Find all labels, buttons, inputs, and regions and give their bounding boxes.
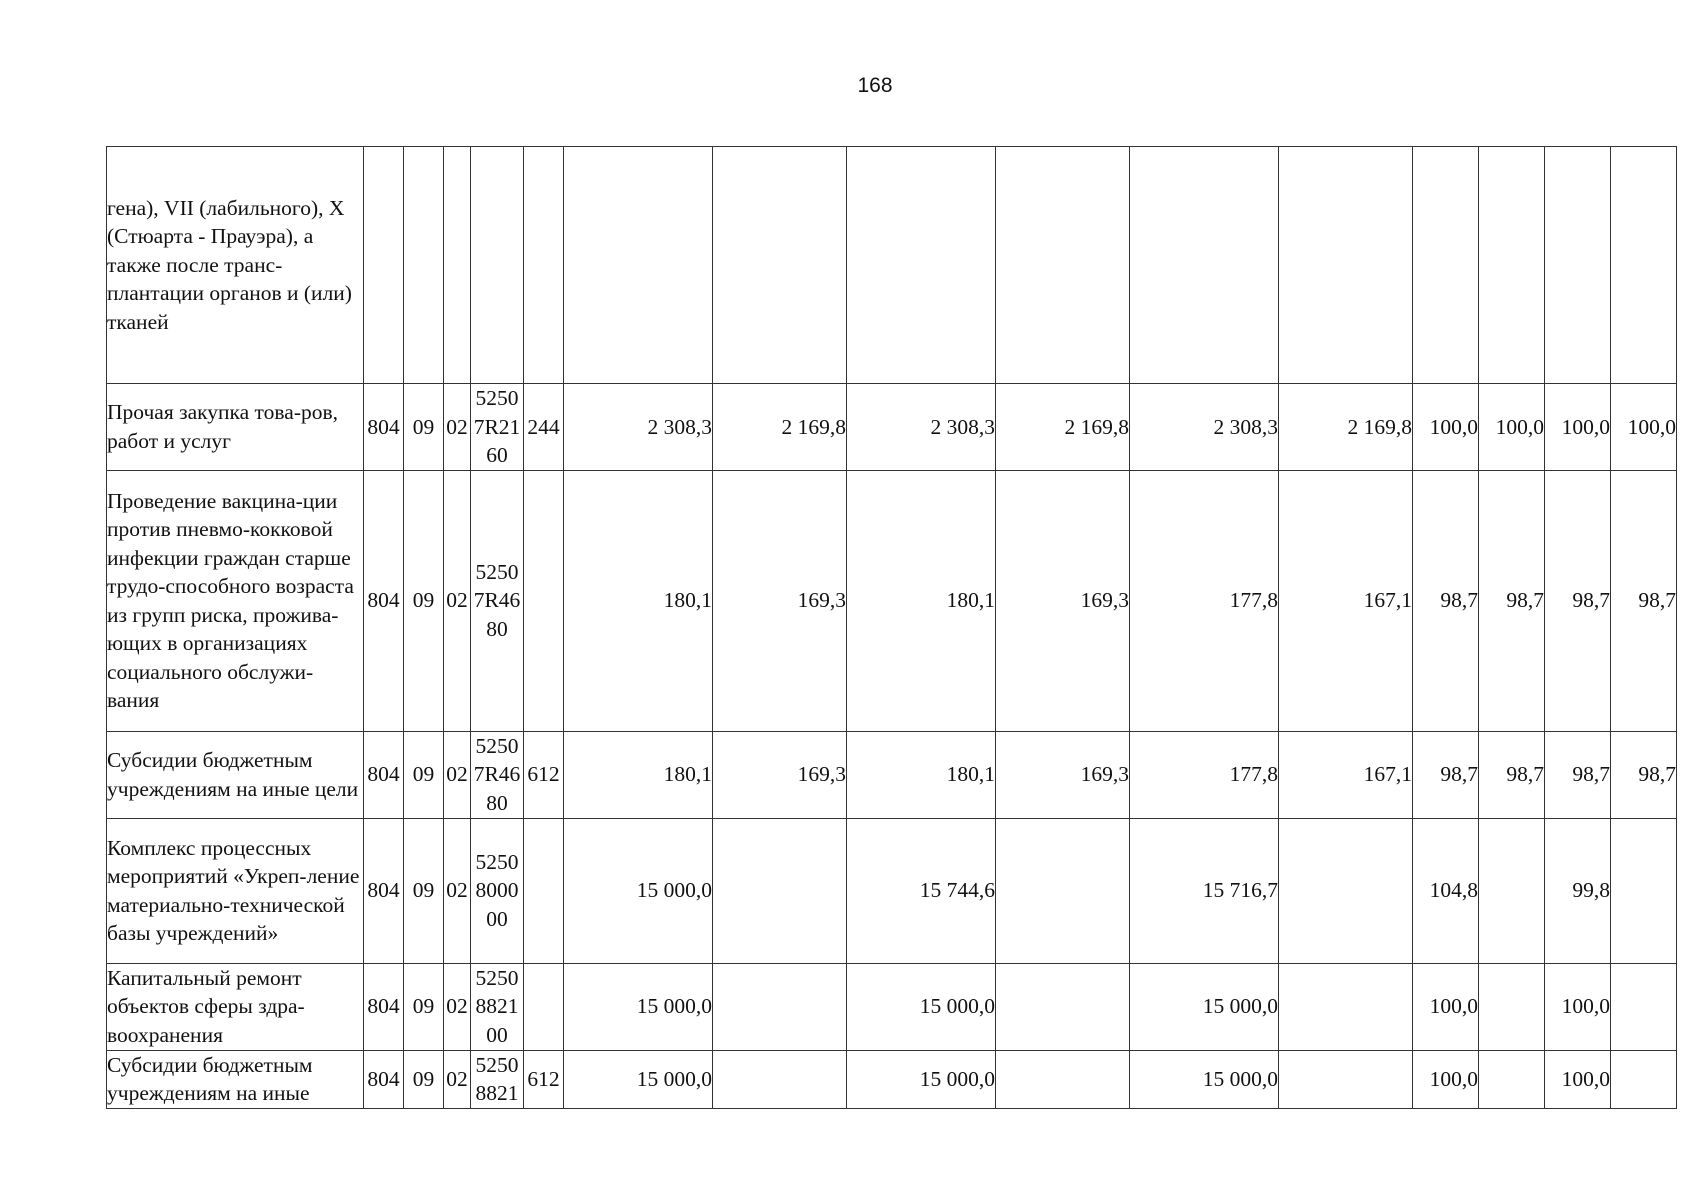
value-cell: 15 000,0 bbox=[847, 1050, 996, 1108]
ministry-code: 804 bbox=[364, 731, 404, 818]
percent-cell: 100,0 bbox=[1611, 384, 1677, 471]
value-cell: 177,8 bbox=[1130, 470, 1279, 731]
value-cell bbox=[1279, 963, 1413, 1050]
ministry-code: 804 bbox=[364, 818, 404, 963]
value-cell: 177,8 bbox=[1130, 731, 1279, 818]
percent-cell: 98,7 bbox=[1413, 731, 1479, 818]
row-name: Комплекс процессных мероприятий «Укреп-ление материально-технической базы учреждений» bbox=[107, 818, 364, 963]
value-cell: 169,3 bbox=[996, 731, 1130, 818]
expense-type-code: 244 bbox=[524, 384, 564, 471]
value-cell: 15 744,6 bbox=[847, 818, 996, 963]
percent-cell bbox=[1479, 818, 1545, 963]
percent-cell: 104,8 bbox=[1413, 818, 1479, 963]
value-cell bbox=[996, 147, 1130, 384]
ministry-code: 804 bbox=[364, 470, 404, 731]
percent-cell bbox=[1479, 147, 1545, 384]
value-cell: 15 000,0 bbox=[564, 963, 713, 1050]
row-name: Прочая закупка това-ров, работ и услуг bbox=[107, 384, 364, 471]
section-code: 09 bbox=[404, 470, 444, 731]
expense-type-code: 612 bbox=[524, 1050, 564, 1108]
section-code bbox=[404, 147, 444, 384]
value-cell bbox=[996, 818, 1130, 963]
subsection-code: 02 bbox=[444, 731, 471, 818]
value-cell: 2 308,3 bbox=[847, 384, 996, 471]
value-cell bbox=[1130, 147, 1279, 384]
percent-cell: 98,7 bbox=[1611, 731, 1677, 818]
subsection-code: 02 bbox=[444, 470, 471, 731]
value-cell bbox=[713, 147, 847, 384]
target-article-code: 5250800000 bbox=[471, 818, 524, 963]
table-row bbox=[107, 1050, 1677, 1108]
ministry-code: 804 bbox=[364, 963, 404, 1050]
value-cell: 180,1 bbox=[847, 470, 996, 731]
table-row bbox=[107, 963, 1677, 1050]
target-article-code: 5250882100 bbox=[471, 963, 524, 1050]
percent-cell bbox=[1611, 147, 1677, 384]
value-cell: 167,1 bbox=[1279, 470, 1413, 731]
value-cell: 15 000,0 bbox=[847, 963, 996, 1050]
percent-cell: 99,8 bbox=[1545, 818, 1611, 963]
percent-cell: 100,0 bbox=[1545, 1050, 1611, 1108]
value-cell: 15 000,0 bbox=[564, 1050, 713, 1108]
section-code: 09 bbox=[404, 963, 444, 1050]
section-code: 09 bbox=[404, 731, 444, 818]
percent-cell: 98,7 bbox=[1479, 470, 1545, 731]
table-row bbox=[107, 818, 1677, 963]
value-cell: 2 169,8 bbox=[996, 384, 1130, 471]
percent-cell: 100,0 bbox=[1413, 1050, 1479, 1108]
value-cell: 180,1 bbox=[564, 470, 713, 731]
row-name: гена), VII (лабильного), X (Стюарта - Прауэра), а также после транс-плантации органов и (или) тканей bbox=[107, 147, 364, 384]
percent-cell: 100,0 bbox=[1413, 963, 1479, 1050]
section-code: 09 bbox=[404, 818, 444, 963]
value-cell: 15 716,7 bbox=[1130, 818, 1279, 963]
percent-cell bbox=[1611, 818, 1677, 963]
subsection-code: 02 bbox=[444, 818, 471, 963]
table-row bbox=[107, 470, 1677, 731]
percent-cell bbox=[1611, 1050, 1677, 1108]
value-cell: 2 308,3 bbox=[1130, 384, 1279, 471]
value-cell: 180,1 bbox=[847, 731, 996, 818]
value-cell bbox=[564, 147, 713, 384]
section-code: 09 bbox=[404, 384, 444, 471]
subsection-code: 02 bbox=[444, 963, 471, 1050]
section-code: 09 bbox=[404, 1050, 444, 1108]
value-cell bbox=[713, 963, 847, 1050]
page-number: 168 bbox=[857, 74, 893, 97]
percent-cell: 100,0 bbox=[1413, 384, 1479, 471]
value-cell: 169,3 bbox=[713, 470, 847, 731]
expense-type-code bbox=[524, 963, 564, 1050]
value-cell: 167,1 bbox=[1279, 731, 1413, 818]
table-row bbox=[107, 384, 1677, 471]
percent-cell bbox=[1413, 147, 1479, 384]
row-name: Субсидии бюджетным учреждениям на иные bbox=[107, 1050, 364, 1108]
value-cell: 180,1 bbox=[564, 731, 713, 818]
value-cell bbox=[713, 1050, 847, 1108]
value-cell bbox=[996, 963, 1130, 1050]
percent-cell: 98,7 bbox=[1611, 470, 1677, 731]
percent-cell: 100,0 bbox=[1545, 963, 1611, 1050]
value-cell bbox=[713, 818, 847, 963]
percent-cell bbox=[1479, 1050, 1545, 1108]
ministry-code: 804 bbox=[364, 1050, 404, 1108]
ministry-code bbox=[364, 147, 404, 384]
row-name: Субсидии бюджетным учреждениям на иные цели bbox=[107, 731, 364, 818]
table-row bbox=[107, 731, 1677, 818]
value-cell bbox=[1279, 818, 1413, 963]
percent-cell bbox=[1545, 147, 1611, 384]
ministry-code: 804 bbox=[364, 384, 404, 471]
percent-cell: 100,0 bbox=[1479, 384, 1545, 471]
value-cell: 169,3 bbox=[996, 470, 1130, 731]
table-row bbox=[107, 147, 1677, 384]
row-name: Проведение вакцина-ции против пневмо-кокковой инфекции граждан старше трудо-способного возраста из групп риска, прожива-ющих в организациях социального обслужи-вания bbox=[107, 470, 364, 731]
percent-cell: 98,7 bbox=[1545, 470, 1611, 731]
expense-type-code bbox=[524, 147, 564, 384]
subsection-code: 02 bbox=[444, 1050, 471, 1108]
percent-cell bbox=[1611, 963, 1677, 1050]
subsection-code: 02 bbox=[444, 384, 471, 471]
percent-cell: 100,0 bbox=[1545, 384, 1611, 471]
target-article-code: 52508821 bbox=[471, 1050, 524, 1108]
value-cell bbox=[1279, 147, 1413, 384]
row-name: Капитальный ремонт объектов сферы здра-воохранения bbox=[107, 963, 364, 1050]
budget-table bbox=[106, 146, 1677, 1109]
value-cell bbox=[996, 1050, 1130, 1108]
value-cell bbox=[1279, 1050, 1413, 1108]
percent-cell: 98,7 bbox=[1413, 470, 1479, 731]
target-article-code bbox=[471, 147, 524, 384]
target-article-code: 52507R4680 bbox=[471, 731, 524, 818]
percent-cell: 98,7 bbox=[1479, 731, 1545, 818]
subsection-code bbox=[444, 147, 471, 384]
percent-cell: 98,7 bbox=[1545, 731, 1611, 818]
expense-type-code bbox=[524, 818, 564, 963]
value-cell: 169,3 bbox=[713, 731, 847, 818]
expense-type-code bbox=[524, 470, 564, 731]
value-cell: 2 308,3 bbox=[564, 384, 713, 471]
target-article-code: 52507R4680 bbox=[471, 470, 524, 731]
value-cell: 2 169,8 bbox=[713, 384, 847, 471]
value-cell: 15 000,0 bbox=[564, 818, 713, 963]
target-article-code: 52507R2160 bbox=[471, 384, 524, 471]
value-cell: 15 000,0 bbox=[1130, 963, 1279, 1050]
value-cell: 2 169,8 bbox=[1279, 384, 1413, 471]
percent-cell bbox=[1479, 963, 1545, 1050]
expense-type-code: 612 bbox=[524, 731, 564, 818]
value-cell: 15 000,0 bbox=[1130, 1050, 1279, 1108]
value-cell bbox=[847, 147, 996, 384]
